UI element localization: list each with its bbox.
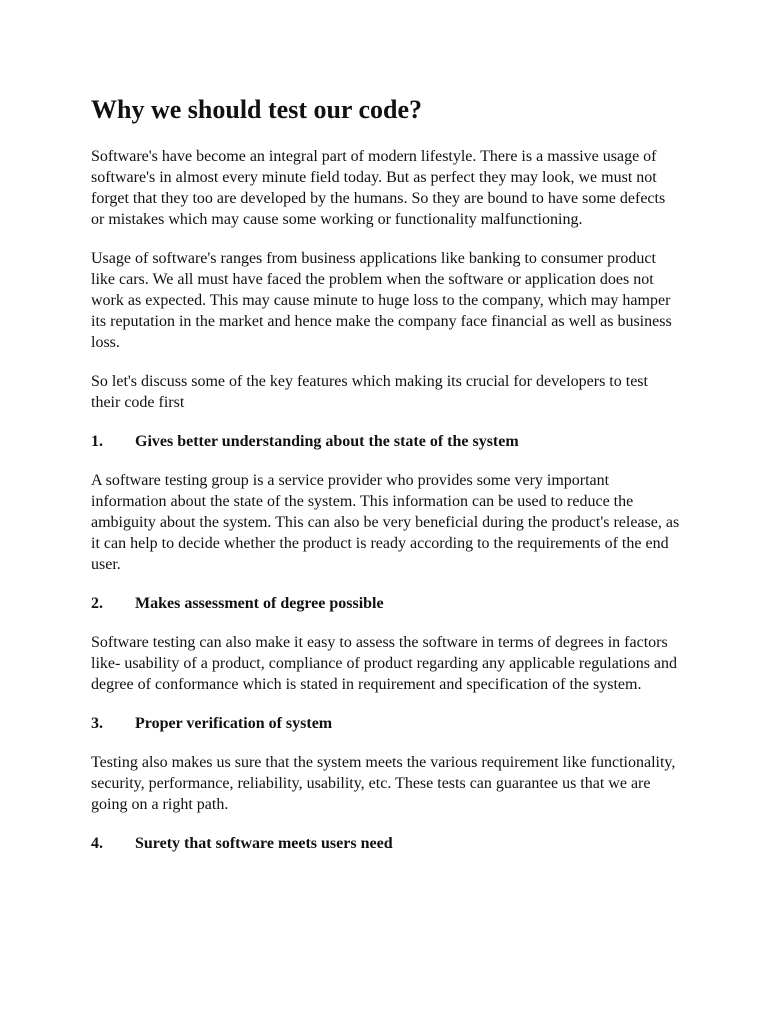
section-heading <box>91 713 691 735</box>
section-title: Gives better understanding about the state of the system <box>135 433 519 450</box>
section-title: Makes assessment of degree possible <box>135 595 384 612</box>
section-number: 3. <box>91 715 103 732</box>
section-paragraph: Testing also makes us sure that the system meets the various requirement like functionality, security, performance, reliability, usability, etc. These tests can guarantee us that we are going on a right path. <box>91 754 676 813</box>
section-heading <box>91 431 691 453</box>
section-number: 2. <box>91 595 103 612</box>
intro-paragraph: Usage of software's ranges from business applications like banking to consumer product like cars. We all must have faced the problem when the software or application does not work as expected. This may cause minute to huge loss to the company, which may hamper its reputation in the market and hence make the company face financial as well as business loss. <box>91 250 672 351</box>
section-paragraph: Software testing can also make it easy to assess the software in terms of degrees in factors like- usability of a product, compliance of product regarding any applicable regulations and degree of conformance which is stated in requirement and specification of the system. <box>91 634 678 693</box>
document-title: Why we should test our code? <box>91 95 423 124</box>
section-heading <box>91 593 691 615</box>
section-number: 1. <box>91 433 103 450</box>
intro-paragraph: Software's have become an integral part of modern lifestyle. There is a massive usage of software's in almost every minute field today. But as perfect they may look, we must not forget that they too are developed by the humans. So they are bound to have some defects or mistakes which may cause some working or functionality malfunctioning. <box>91 148 666 228</box>
section-title: Surety that software meets users need <box>135 835 393 852</box>
section-title: Proper verification of system <box>135 715 333 732</box>
intro-paragraph: So let's discuss some of the key features which making its crucial for developers to test their code first <box>91 373 648 411</box>
section-number: 4. <box>91 835 103 852</box>
section-heading <box>91 833 691 855</box>
section-paragraph: A software testing group is a service provider who provides some very important information about the state of the system. This information can be used to reduce the ambiguity about the system. This can also be very beneficial during the product's release, as it can help to decide whether the product is ready according to the requirements of the end user. <box>91 472 680 573</box>
document-content <box>91 92 691 872</box>
